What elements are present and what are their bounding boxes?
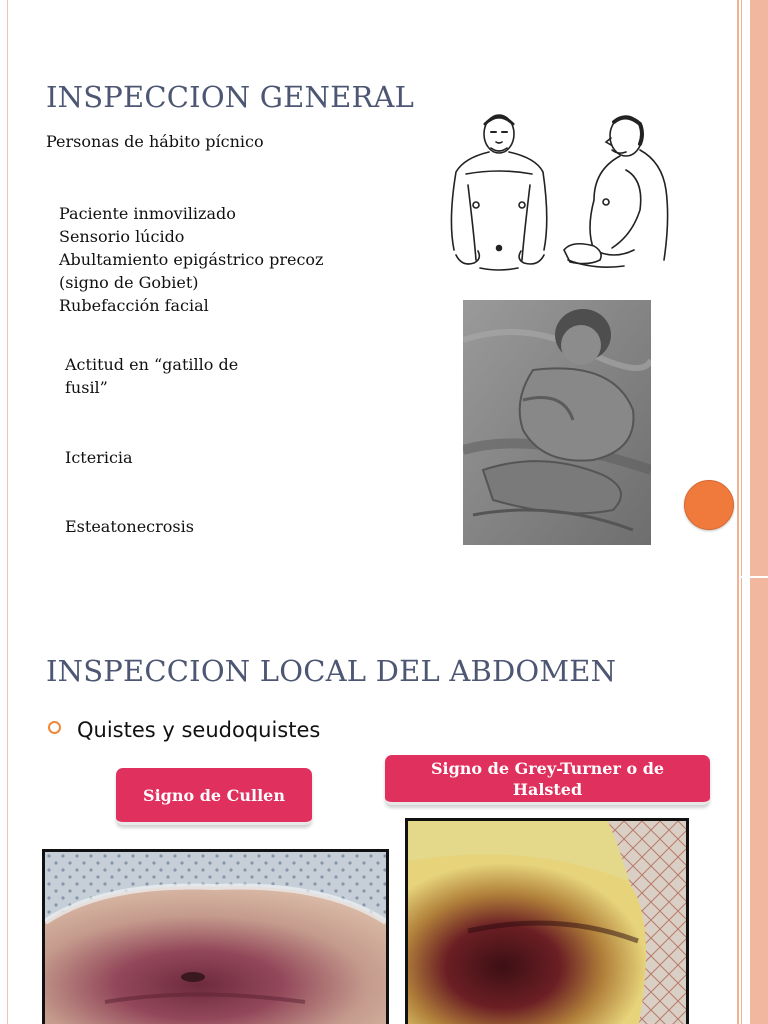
trigger-position-photo bbox=[463, 300, 651, 545]
actitud-text bbox=[65, 353, 238, 399]
bullet-text: Quistes y seudoquistes bbox=[77, 718, 321, 742]
actitud-line: Actitud en “gatillo de bbox=[65, 355, 239, 374]
list-item: Sensorio lúcido bbox=[59, 227, 185, 246]
list-item: Abultamiento epigástrico precoz bbox=[59, 250, 324, 269]
esteatonecrosis-text: Esteatonecrosis bbox=[65, 517, 194, 536]
cullen-sign-photo bbox=[42, 849, 389, 1024]
slide1-title: INSPECCION GENERAL bbox=[46, 80, 415, 114]
slide1-subtitle: Personas de hábito pícnico bbox=[46, 132, 264, 151]
picnic-habit-drawing bbox=[444, 110, 674, 273]
slide-divider bbox=[741, 576, 768, 578]
bullet-item bbox=[48, 718, 320, 742]
list-item: Paciente inmovilizado bbox=[59, 204, 236, 223]
slide-frame-left bbox=[7, 0, 8, 1024]
ictericia-text: Ictericia bbox=[65, 448, 133, 467]
grey-turner-sign-label bbox=[431, 758, 664, 800]
slide2-title: INSPECCION LOCAL DEL ABDOMEN bbox=[46, 654, 617, 688]
cullen-sign-label: Signo de Cullen bbox=[143, 785, 285, 805]
bullet-circle-icon bbox=[48, 721, 61, 734]
grey-turner-sign-button[interactable] bbox=[385, 755, 710, 805]
list-item: (signo de Gobiet) bbox=[59, 273, 199, 292]
slide-accent-dot bbox=[684, 480, 734, 530]
grey-turner-sign-photo bbox=[405, 818, 689, 1024]
slide-frame-right-line bbox=[737, 0, 739, 1024]
grey-turner-label-line: Halsted bbox=[512, 779, 583, 799]
cullen-sign-button[interactable] bbox=[116, 768, 312, 825]
slide-frame-right-band bbox=[750, 0, 768, 1024]
grey-turner-label-line: Signo de Grey-Turner o de bbox=[430, 758, 665, 778]
list-item: Rubefacción facial bbox=[59, 296, 209, 315]
slide-frame-right-line-2 bbox=[741, 0, 742, 1024]
actitud-line: fusil” bbox=[65, 378, 108, 397]
signs-list bbox=[59, 202, 323, 317]
